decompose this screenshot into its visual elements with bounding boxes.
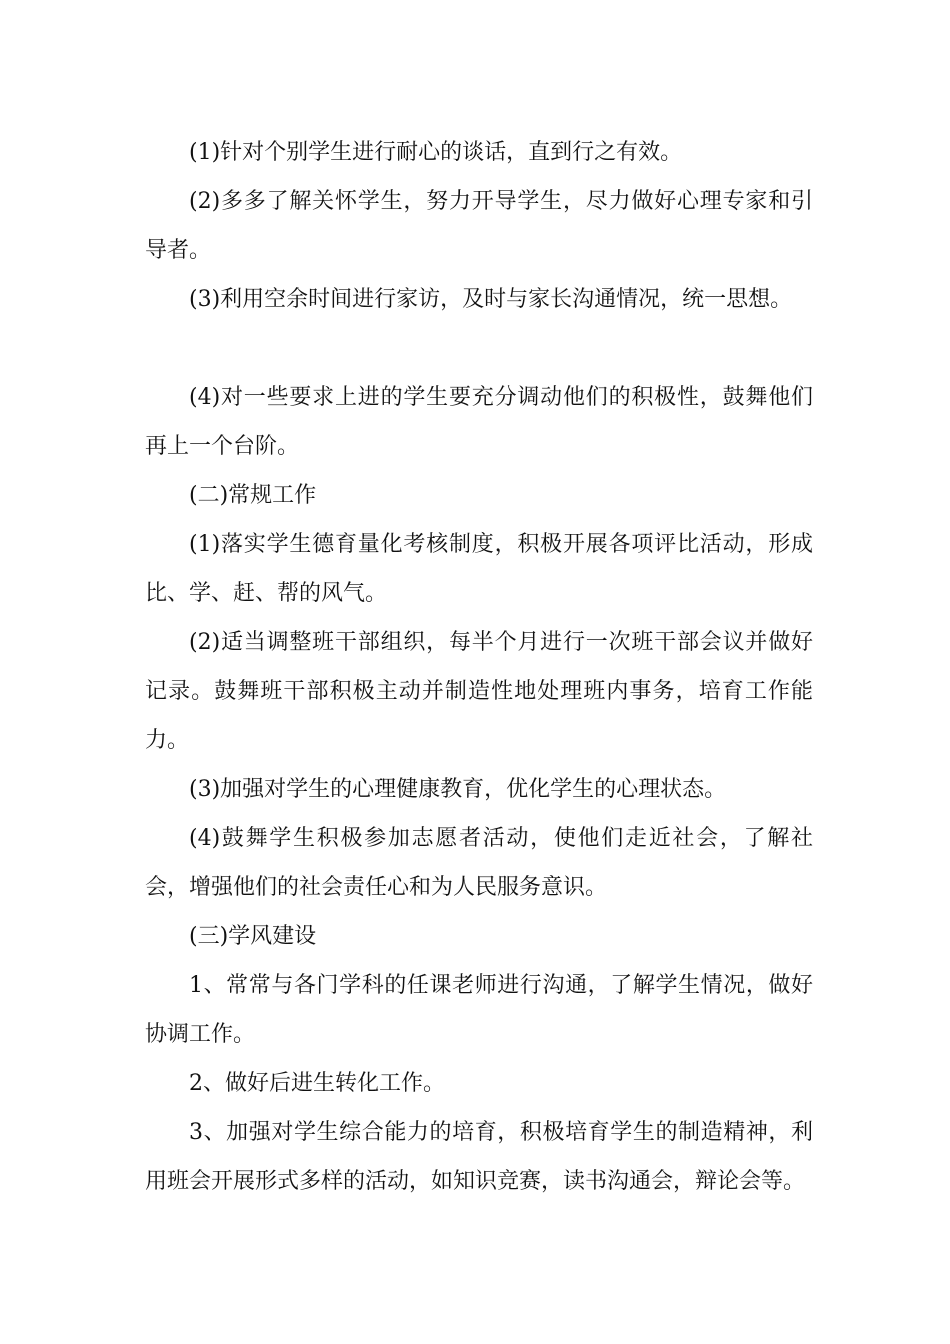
- paragraph-4: (4)对一些要求上进的学生要充分调动他们的积极性，鼓舞他们再上一个台阶。: [145, 385, 813, 459]
- document-body: [145, 128, 813, 1206]
- paragraph-5: (1)落实学生德育量化考核制度，积极开展各项评比活动，形成比、学、赶、帮的风气。: [145, 532, 813, 606]
- paragraph-3: (3)利用空余时间进行家访，及时与家长沟通情况，统一思想。: [189, 287, 793, 312]
- paragraph-8: (4)鼓舞学生积极参加志愿者活动，使他们走近社会，了解社会，增强他们的社会责任心和为人民服务意识。: [145, 826, 813, 900]
- paragraph-2: (2)多多了解关怀学生，努力开导学生，尽力做好心理专家和引导者。: [145, 189, 813, 263]
- paragraph-10: 2、做好后进生转化工作。: [189, 1071, 445, 1096]
- section-heading-routine-work: (二)常规工作: [189, 483, 317, 508]
- section-heading-study-style: (三)学风建设: [189, 924, 317, 949]
- paragraph-6: (2)适当调整班干部组织，每半个月进行一次班干部会议并做好记录。鼓舞班干部积极主动并制造性地处理班内事务，培育工作能力。: [145, 630, 813, 753]
- paragraph-1: (1)针对个别学生进行耐心的谈话，直到行之有效。: [189, 140, 683, 165]
- paragraph-11: 3、加强对学生综合能力的培育，积极培育学生的制造精神，利用班会开展形式多样的活动，如知识竞赛，读书沟通会，辩论会等。: [145, 1120, 813, 1194]
- paragraph-9: 1、常常与各门学科的任课老师进行沟通，了解学生情况，做好协调工作。: [145, 973, 813, 1047]
- paragraph-7: (3)加强对学生的心理健康教育，优化学生的心理状态。: [189, 777, 727, 802]
- blank-line: [145, 324, 813, 373]
